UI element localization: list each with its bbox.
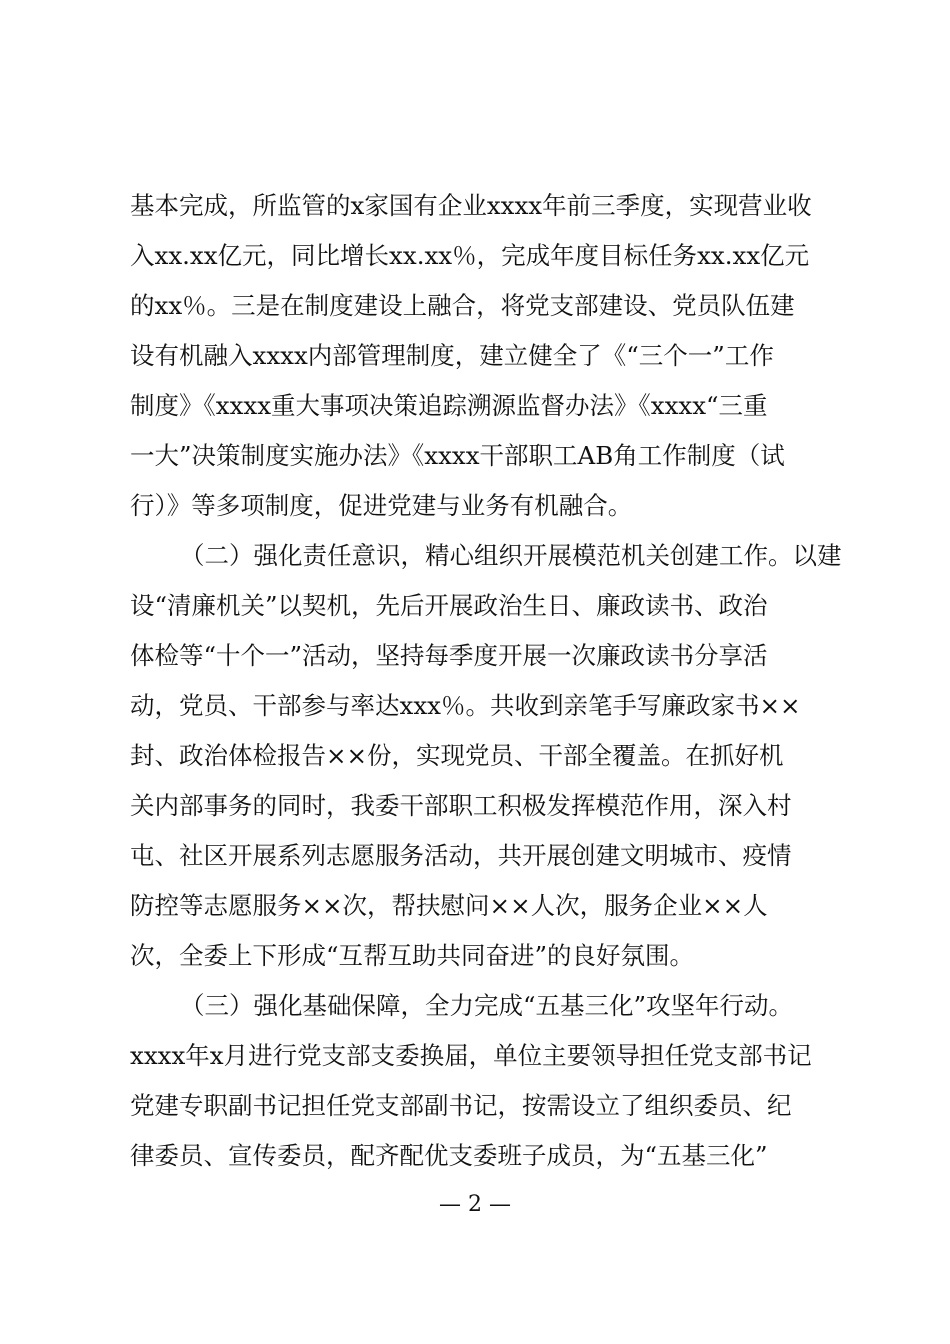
body-text-line: 动，党员、干部参与率达xxx％。共收到亲笔手写廉政家书××	[130, 691, 801, 720]
body-text-line: 的xx％。三是在制度建设上融合，将党支部建设、党员队伍建	[130, 291, 795, 320]
body-text-line: 屯、社区开展系列志愿服务活动，共开展创建文明城市、疫情	[130, 841, 792, 870]
body-text-line: 党建专职副书记担任党支部副书记，按需设立了组织委员、纪	[130, 1091, 792, 1120]
body-text-line: 入xx.xx亿元，同比增长xx.xx％，完成年度目标任务xx.xx亿元	[130, 241, 810, 270]
body-text-line: 设“清廉机关”以契机，先后开展政治生日、廉政读书、政治	[130, 591, 768, 620]
page-number: — 2 —	[439, 1192, 511, 1217]
body-text-line: 设有机融入xxxx内部管理制度，建立健全了《“三个一”工作	[130, 341, 774, 370]
body-text-line: 次，全委上下形成“互帮互助共同奋进”的良好氛围。	[130, 941, 695, 970]
section-heading-line: （二）强化责任意识，精心组织开展模范机关创建工作。以建	[180, 541, 842, 570]
body-text-line: 体检等“十个一”活动，坚持每季度开展一次廉政读书分享活	[130, 641, 768, 670]
body-text-line: 封、政治体检报告××份，实现党员、干部全覆盖。在抓好机	[130, 741, 784, 770]
body-text-line: 关内部事务的同时，我委干部职工积极发挥模范作用，深入村	[130, 791, 792, 820]
body-text-line: 防控等志愿服务××次，帮扶慰问××人次，服务企业××人	[130, 891, 768, 920]
body-text-line: 律委员、宣传委员，配齐配优支委班子成员，为“五基三化”	[130, 1141, 768, 1170]
body-text-line: xxxx年x月进行党支部支委换届，单位主要领导担任党支部书记	[130, 1041, 812, 1070]
body-text-line: 制度》《xxxx重大事项决策追踪溯源监督办法》《xxxx“三重	[130, 391, 768, 420]
body-text-line: 一大”决策制度实施办法》《xxxx干部职工AB角工作制度（试	[130, 441, 785, 470]
body-text-line: 基本完成，所监管的x家国有企业xxxx年前三季度，实现营业收	[130, 191, 812, 220]
section-heading-line: （三）强化基础保障，全力完成“五基三化”攻坚年行动。	[180, 991, 794, 1020]
body-text-line: 行）》等多项制度，促进党建与业务有机融合。	[130, 491, 633, 520]
